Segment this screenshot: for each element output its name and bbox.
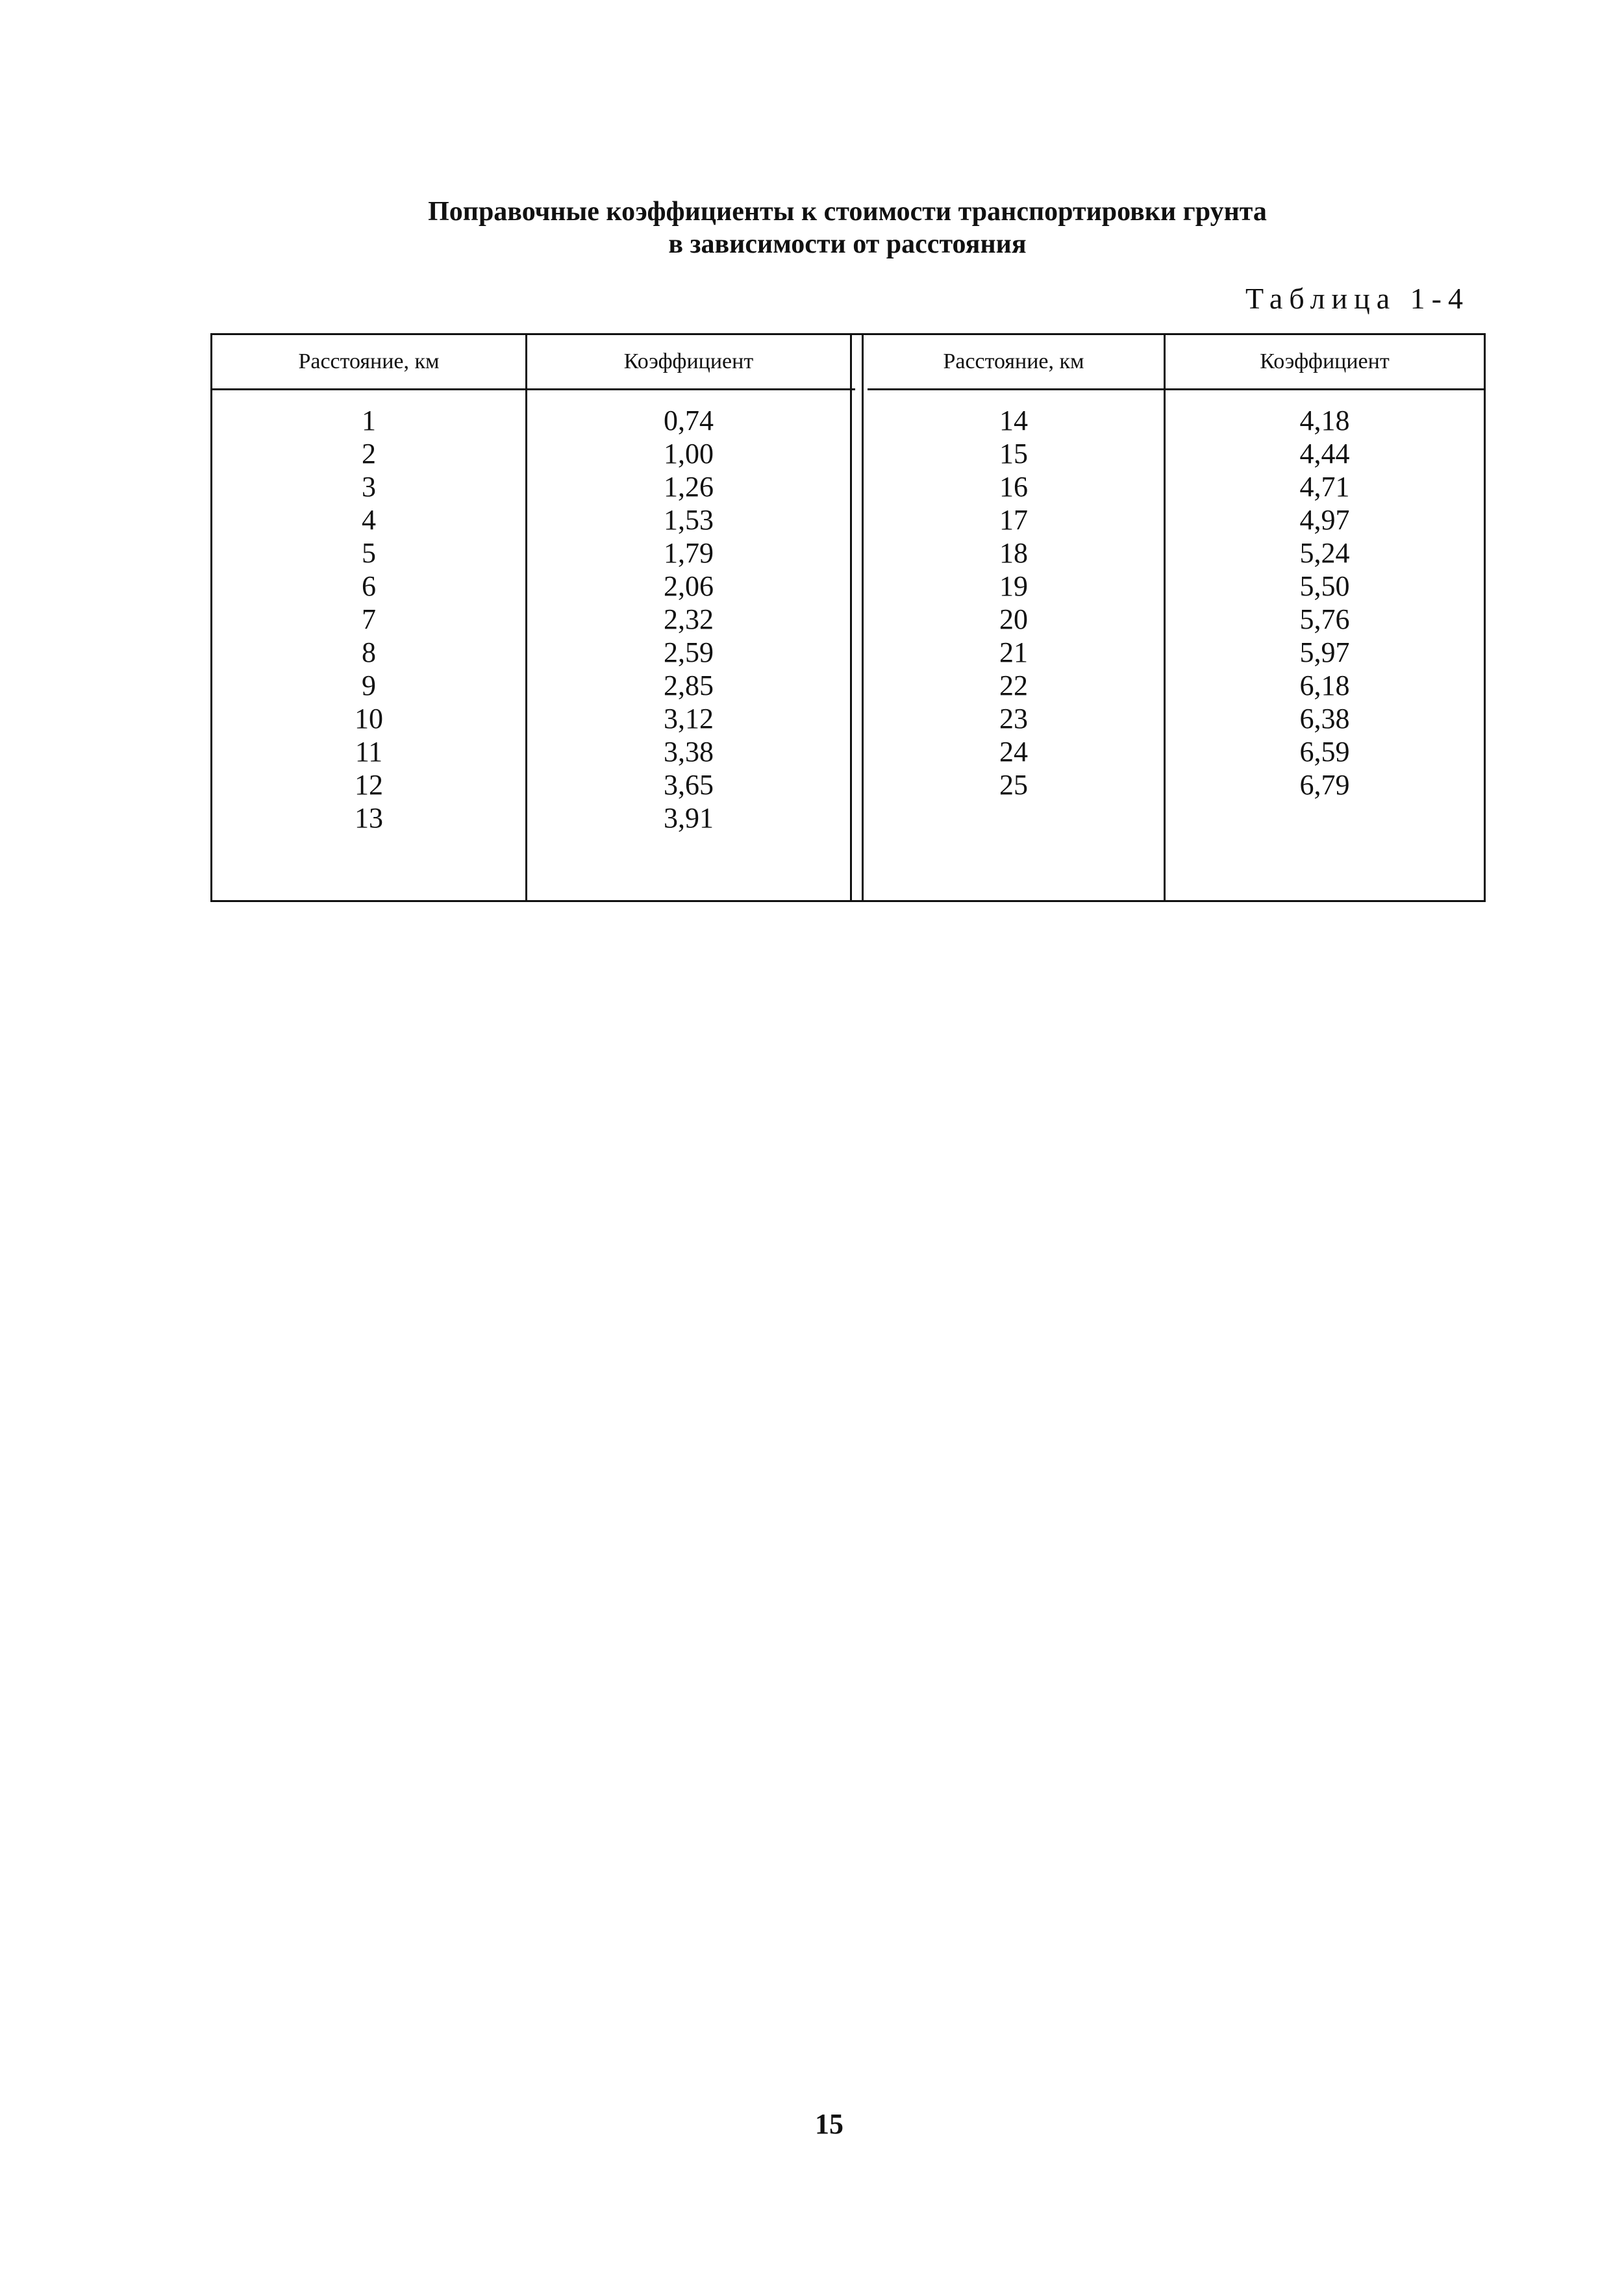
coefficients-table	[210, 333, 1486, 902]
table-cell-distance: 3	[362, 471, 376, 503]
document-title-line-2: в зависимости от расстояния	[668, 229, 1027, 259]
table-cell-coefficient: 4,97	[1299, 504, 1350, 536]
table-cell-coefficient: 1,79	[664, 537, 714, 569]
right-distance-column	[864, 404, 1164, 801]
table-cell-distance: 19	[999, 570, 1028, 602]
table-cell-distance: 23	[999, 703, 1028, 735]
left-distance-column	[212, 404, 525, 835]
table-cell-distance: 7	[362, 603, 376, 635]
header-coefficient-right: Коэффициент	[1260, 349, 1390, 373]
left-coefficient-column	[527, 404, 850, 835]
document-title-line-1: Поправочные коэффициенты к стоимости транспортировки грунта	[428, 197, 1267, 227]
table-cell-distance: 9	[362, 670, 376, 701]
table-cell-coefficient: 4,44	[1299, 438, 1350, 470]
table-cell-distance: 2	[362, 438, 376, 470]
table-cell-coefficient: 1,00	[664, 438, 714, 470]
table-cell-distance: 11	[355, 736, 383, 768]
table-cell-coefficient: 1,53	[664, 504, 714, 536]
double-divider-left	[850, 335, 852, 900]
table-cell-coefficient: 1,26	[664, 471, 714, 503]
table-cell-coefficient: 6,59	[1299, 736, 1350, 768]
table-cell-coefficient: 6,18	[1299, 670, 1350, 701]
table-cell-coefficient: 5,50	[1299, 570, 1350, 602]
table-cell-distance: 16	[999, 471, 1028, 503]
table-cell-coefficient: 4,18	[1299, 405, 1350, 436]
table-cell-coefficient: 5,97	[1299, 636, 1350, 668]
header-distance-right: Расстояние, км	[943, 349, 1084, 373]
table-cell-distance: 13	[355, 802, 383, 834]
header-rule-left	[212, 388, 855, 390]
header-coefficient-left: Коэффициент	[623, 349, 754, 373]
table-cell-distance: 12	[355, 769, 383, 801]
table-cell-distance: 18	[999, 537, 1028, 569]
table-cell-coefficient: 2,59	[664, 636, 714, 668]
table-cell-distance: 25	[999, 769, 1028, 801]
table-cell-distance: 6	[362, 570, 376, 602]
table-cell-distance: 14	[999, 405, 1028, 436]
table-cell-coefficient: 0,74	[664, 405, 714, 436]
table-cell-distance: 24	[999, 736, 1028, 768]
table-number-label: Таблица 1-4	[1245, 282, 1469, 315]
table-cell-coefficient: 2,06	[664, 570, 714, 602]
page-number: 15	[815, 2108, 843, 2140]
table-cell-distance: 8	[362, 636, 376, 668]
table-cell-distance: 10	[355, 703, 383, 735]
table-cell-coefficient: 6,38	[1299, 703, 1350, 735]
table-cell-coefficient: 3,38	[664, 736, 714, 768]
table-cell-distance: 5	[362, 537, 376, 569]
table-cell-distance: 20	[999, 603, 1028, 635]
table-cell-coefficient: 3,65	[664, 769, 714, 801]
table-cell-distance: 21	[999, 636, 1028, 668]
header-rule-right	[868, 388, 1484, 390]
table-cell-distance: 17	[999, 504, 1028, 536]
right-coefficient-column	[1166, 404, 1484, 801]
table-cell-coefficient: 4,71	[1299, 471, 1350, 503]
header-distance-left: Расстояние, км	[298, 349, 440, 373]
table-cell-distance: 22	[999, 670, 1028, 701]
table-cell-distance: 1	[362, 405, 376, 436]
table-cell-distance: 4	[362, 504, 376, 536]
table-cell-coefficient: 3,12	[664, 703, 714, 735]
table-cell-coefficient: 2,85	[664, 670, 714, 701]
table-cell-coefficient: 5,24	[1299, 537, 1350, 569]
table-cell-coefficient: 5,76	[1299, 603, 1350, 635]
table-cell-distance: 15	[999, 438, 1028, 470]
table-cell-coefficient: 3,91	[664, 802, 714, 834]
table-cell-coefficient: 2,32	[664, 603, 714, 635]
table-cell-coefficient: 6,79	[1299, 769, 1350, 801]
